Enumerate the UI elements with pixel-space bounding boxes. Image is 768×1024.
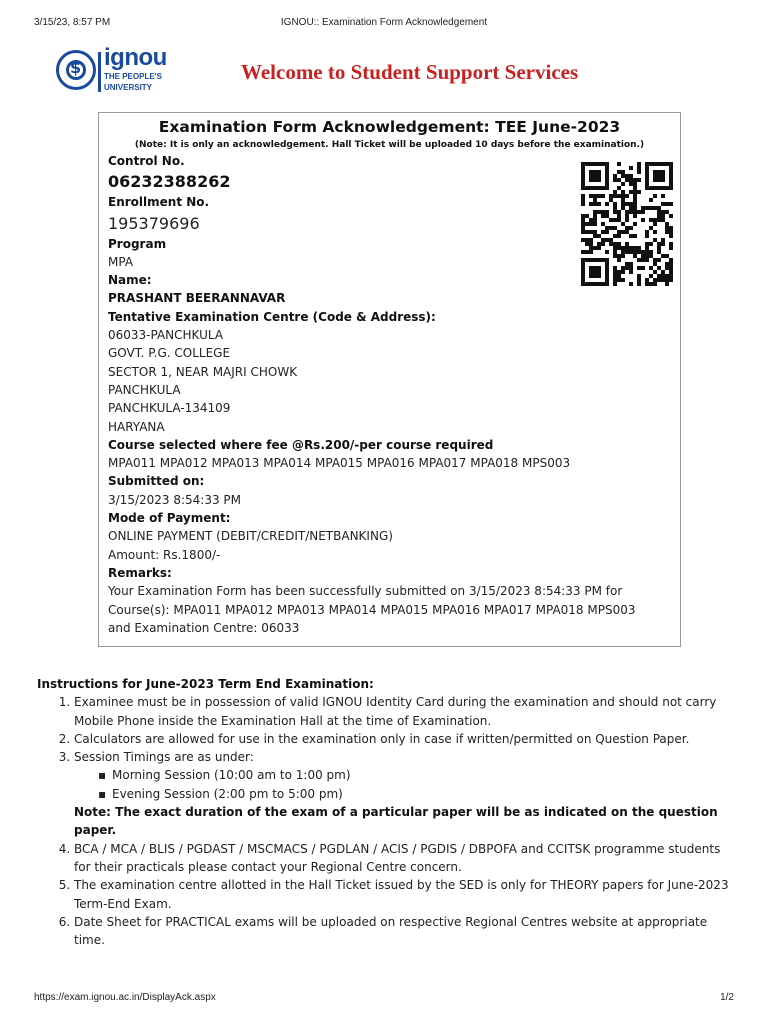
print-datetime: 3/15/23, 8:57 PM <box>34 17 111 28</box>
name-label: Name: <box>108 273 152 288</box>
remarks-line: Your Examination Form has been successfully submitted on 3/15/2023 8:54:33 PM for <box>108 584 623 599</box>
instructions-title: Instructions for June-2023 Term End Examination: <box>37 677 374 691</box>
centre-label: Tentative Examination Centre (Code & Address): <box>108 309 436 324</box>
qr-code-icon <box>581 162 673 288</box>
instructions-section <box>36 675 736 949</box>
welcome-heading: Welcome to Student Support Services <box>241 60 579 84</box>
centre-line: 06033-PANCHKULA <box>108 328 224 343</box>
session-item: ▪ Evening Session (2:00 pm to 5:00 pm) <box>112 785 736 803</box>
centre-line: PANCHKULA <box>108 382 181 397</box>
centre-line: GOVT. P.G. COLLEGE <box>108 346 231 361</box>
instruction-item: 6. Date Sheet for PRACTICAL exams will be uploaded on respective Regional Centres website at appropriate time. <box>74 913 736 950</box>
ack-title: Examination Form Acknowledgement: TEE June-2023 <box>158 118 621 136</box>
centre-line: PANCHKULA-134109 <box>108 401 231 416</box>
instruction-item: 2. Calculators are allowed for use in the examination only in case if written/permitted on Question Paper. <box>74 730 736 748</box>
print-title: IGNOU:: Examination Form Acknowledgement <box>280 17 488 28</box>
instructions-list <box>36 693 736 949</box>
program-label: Program <box>108 236 167 251</box>
page-url: https://exam.ignou.ac.in/DisplayAck.aspx <box>34 992 216 1003</box>
submitted-label: Submitted on: <box>108 474 205 489</box>
session-list <box>74 766 736 803</box>
instruction-item: 4. BCA / MCA / BLIS / PGDAST / MSCMACS / PGDLAN / ACIS / PGDIS / DBPOFA and CCITSK programme students for their practicals please contact your Regional Centre concern. <box>74 840 736 877</box>
session-item: ▪ Morning Session (10:00 am to 1:00 pm) <box>112 766 736 784</box>
page-number: 1/2 <box>720 992 734 1003</box>
ignou-logo <box>56 44 167 94</box>
courses-label: Course selected where fee @Rs.200/-per course required <box>108 437 494 452</box>
instruction-item: 3. Session Timings are as under: ▪ Morning Session (10:00 am to 1:00 pm) ▪ Evening Session (2:00 pm to 5:00 pm) Note: The exact duration of the exam of a particular paper will be as indicated on the question paper. <box>74 748 736 839</box>
ack-note: (Note: It is only an acknowledgement. Hall Ticket will be uploaded 10 days before the examination.) <box>134 140 645 150</box>
centre-line: HARYANA <box>108 419 165 434</box>
program-value: MPA <box>108 254 134 269</box>
logo-tagline: THE PEOPLE'S UNIVERSITY <box>104 72 162 92</box>
remarks-label: Remarks: <box>108 565 172 580</box>
submitted-value: 3/15/2023 8:54:33 PM <box>108 492 242 507</box>
remarks-line: and Examination Centre: 06033 <box>108 620 300 635</box>
amount-value: Amount: Rs.1800/- <box>108 547 221 562</box>
instruction-item: 5. The examination centre allotted in the Hall Ticket issued by the SED is only for THEORY papers for June-2023 Term-End Exam. <box>74 876 736 913</box>
ignou-emblem-icon: $ <box>56 50 96 90</box>
enrollment-value: 195379696 <box>108 213 200 233</box>
control-value: 06232388262 <box>108 172 231 192</box>
instruction-item: 1. Examinee must be in possession of valid IGNOU Identity Card during the examination and should not carry Mobile Phone inside the Examination Hall at the time of Examination. <box>74 693 736 730</box>
enrollment-label: Enrollment No. <box>108 195 210 210</box>
remarks-line: Course(s): MPA011 MPA012 MPA013 MPA014 MPA015 MPA016 MPA017 MPA018 MPS003 <box>108 602 636 617</box>
courses-value: MPA011 MPA012 MPA013 MPA014 MPA015 MPA016 MPA017 MPA018 MPS003 <box>108 456 571 471</box>
duration-note: Note: The exact duration of the exam of a particular paper will be as indicated on the question paper. <box>74 805 718 838</box>
logo-name: ignou <box>104 44 167 71</box>
payment-label: Mode of Payment: <box>108 511 231 526</box>
control-label: Control No. <box>108 154 185 168</box>
payment-value: ONLINE PAYMENT (DEBIT/CREDIT/NETBANKING) <box>108 529 393 544</box>
name-value: PRASHANT BEERANNAVAR <box>108 291 286 306</box>
ack-fields <box>108 152 635 637</box>
centre-line: SECTOR 1, NEAR MAJRI CHOWK <box>108 364 298 379</box>
